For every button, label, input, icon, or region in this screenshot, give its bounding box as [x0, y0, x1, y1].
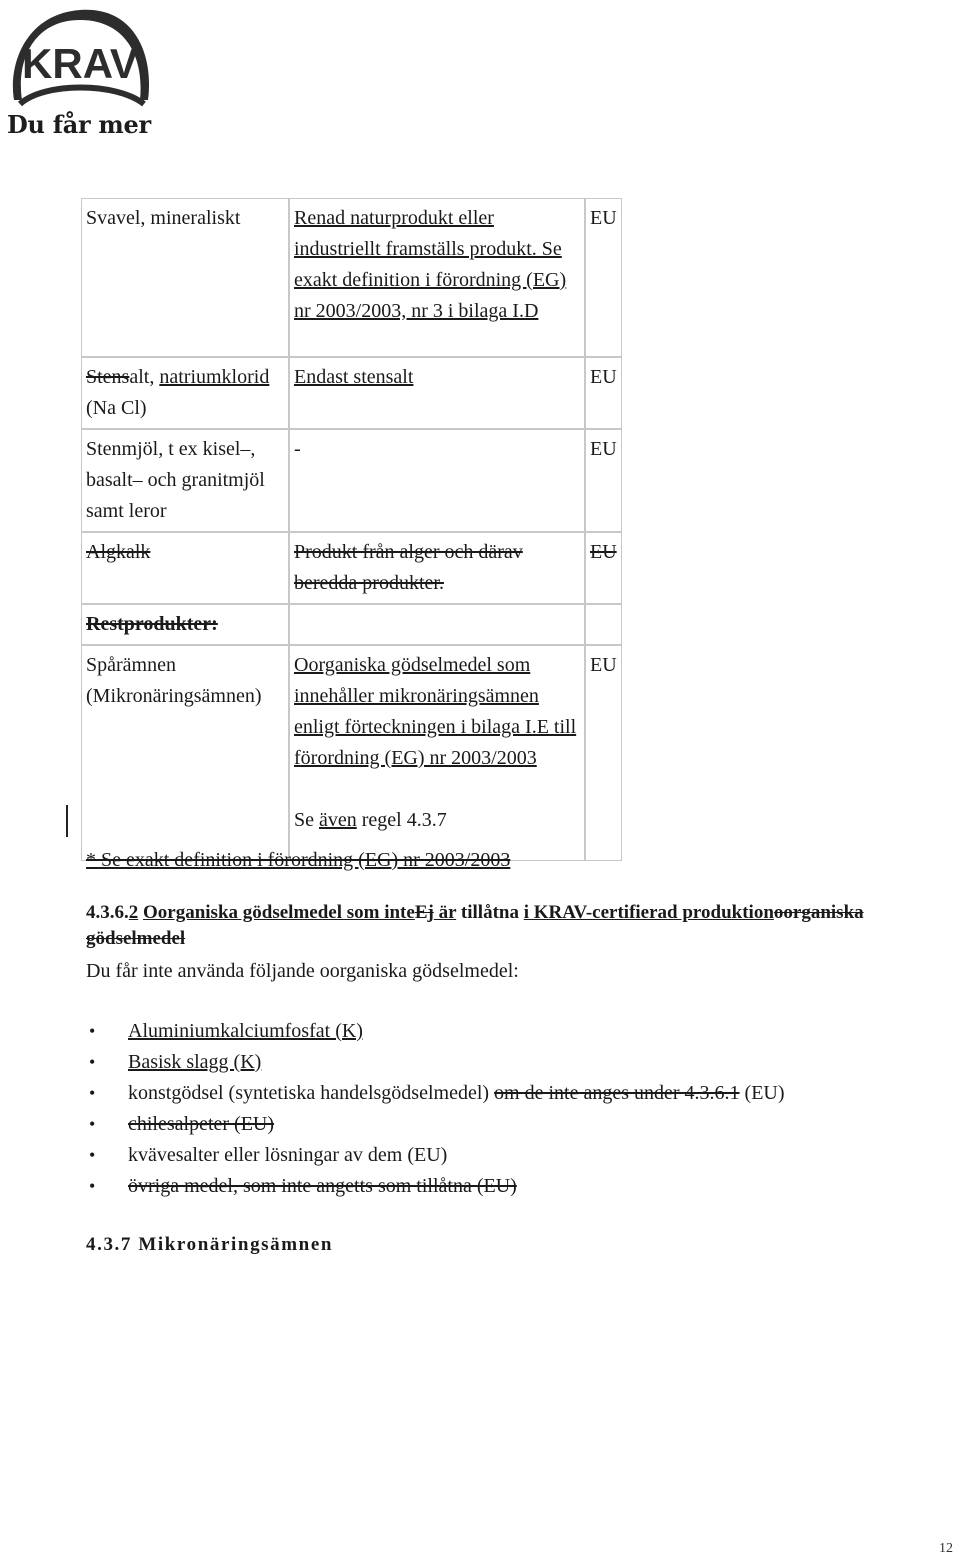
table-row — [81, 645, 622, 861]
section-number: 4.3.6. — [86, 902, 129, 923]
item-text: konstgödsel (syntetiska handelsgödselmedel) — [128, 1082, 495, 1104]
logo-tagline: Du får mer — [7, 110, 151, 139]
table-cell-name: Svavel, mineraliskt — [81, 198, 289, 357]
list-item: • Aluminiumkalciumfosfat (K) — [86, 1016, 785, 1047]
table-cell-code: EU — [585, 357, 622, 429]
table-cell-code: EU — [585, 429, 622, 532]
list-item — [86, 1078, 785, 1109]
deleted-text: Ej — [414, 902, 434, 923]
table-cell-desc: - — [289, 429, 585, 532]
footnote: * Se exakt definition i förordning (EG) nr 2003/2003 — [86, 849, 511, 871]
table-cell-desc: Renad naturprodukt eller industriellt framställs produkt. Se exakt definition i förordning (EG) nr 2003/2003, nr 3 i bilaga I.D — [289, 198, 585, 357]
inserted-text: i KRAV-certifierad produktion — [523, 902, 774, 923]
inserted-text: 2 — [128, 902, 139, 923]
see-post: regel 4.3.7 — [356, 809, 447, 831]
inserted-text: natriumklorid — [159, 366, 270, 388]
table-row — [81, 357, 622, 429]
logo-wordmark: KRAV — [22, 40, 138, 87]
inserted-text: är — [433, 902, 457, 923]
section-heading — [86, 900, 956, 952]
table-cell-code — [585, 604, 622, 645]
heading-text: tillåtna — [456, 902, 524, 923]
deleted-text: oorganiska gödselmedel — [86, 902, 864, 949]
table-row — [81, 429, 622, 532]
table-cell-desc: Endast stensalt — [289, 357, 585, 429]
table-cell-name: Algkalk — [81, 532, 289, 604]
name-text: (Na Cl) — [86, 397, 147, 419]
list-item: • övriga medel, som inte angetts som tillåtna (EU) — [86, 1171, 785, 1202]
list-item: • chilesalpeter (EU) — [86, 1109, 785, 1140]
table-cell-name — [81, 357, 289, 429]
table-cell-code: EU — [585, 645, 622, 861]
list-item: • kvävesalter eller lösningar av dem (EU) — [86, 1140, 785, 1171]
next-section-heading: 4.3.7 Mikronäringsämnen — [86, 1234, 334, 1255]
inserted-text: Oorganiska gödselmedel som inte — [143, 902, 415, 923]
intro-text: Du får inte använda följande oorganiska gödselmedel: — [86, 960, 519, 982]
list-item: • Basisk slagg (K) — [86, 1047, 785, 1078]
desc-text: Oorganiska gödselmedel som innehåller mikronäringsämnen enligt förteckningen i bilaga I.E till förordning (EG) nr 2003/2003 — [294, 654, 577, 769]
table-cell-code: EU — [585, 198, 622, 357]
revision-change-bar — [66, 805, 68, 837]
table-cell-name: Stenmjöl, t ex kisel–, basalt– och granitmjöl samt leror — [81, 429, 289, 532]
item-text: (EU) — [739, 1082, 785, 1104]
table-row — [81, 198, 622, 357]
table-row — [81, 532, 622, 604]
deleted-text: Stens — [86, 366, 130, 388]
name-text: alt, — [129, 366, 160, 388]
bullet-list — [86, 1016, 785, 1202]
table-cell-name: Spårämnen (Mikronäringsämnen) — [81, 645, 289, 861]
fertilizer-table — [81, 198, 622, 861]
inserted-text: även — [319, 809, 357, 831]
table-cell-desc: Produkt från alger och därav beredda produkter. — [289, 532, 585, 604]
table-cell-name: Restprodukter: — [81, 604, 289, 645]
see-pre: Se — [294, 809, 319, 831]
table-cell-desc — [289, 604, 585, 645]
table-cell-desc — [289, 645, 585, 861]
table-row — [81, 604, 622, 645]
deleted-text: om de inte anges under 4.3.6.1 — [494, 1082, 740, 1104]
page-number: 12 — [939, 1541, 953, 1556]
table-cell-code: EU — [585, 532, 622, 604]
see-also-text — [294, 805, 580, 836]
